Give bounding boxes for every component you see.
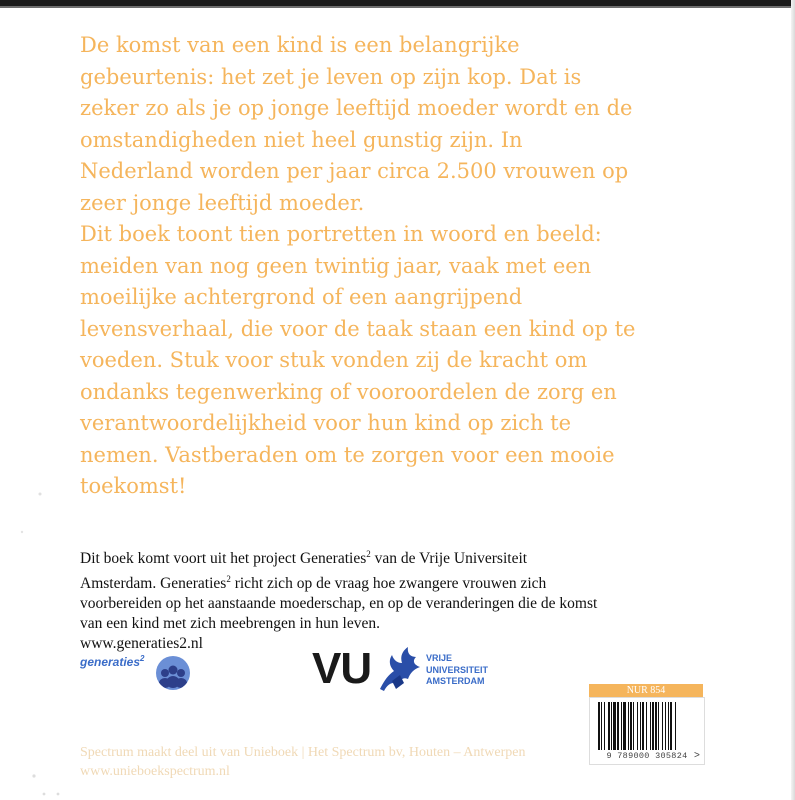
vu-amsterdam-logo	[312, 645, 492, 695]
right-edge	[791, 0, 795, 800]
book-description-paragraph: Dit boek toont tien portretten in woord en beeld: meiden van nog geen twintig jaar, vaak met een moeilijke achtergrond of een aangrijpend levensverhaal, die voor de taak staan een kind op te voeden. Stuk voor stuk vonden zij de kracht om ondanks tegenwerking of vooroordelen de zorg en verantwoordelijkheid voor hun kind op zich te nemen. Vastberaden om te zorgen voor een mooie toekomst!	[80, 222, 636, 498]
generaties-logo-text	[80, 654, 144, 669]
barcode-bar	[617, 702, 619, 750]
griffin-icon	[374, 645, 426, 693]
barcode-bar	[608, 702, 610, 750]
barcode-bar	[633, 702, 634, 750]
nur-label: NUR 854	[589, 684, 703, 697]
barcode-bar	[604, 702, 605, 750]
barcode-bar	[637, 702, 638, 750]
barcode-bar	[630, 702, 632, 750]
barcode-bar	[655, 702, 657, 750]
superscript-2: 2	[366, 549, 371, 559]
isbn-number: 9 789000 305824	[606, 751, 688, 761]
project-text-2: van de Vrije Universiteit Amsterdam. Generaties	[80, 550, 528, 593]
vu-name-line: VRIJE	[426, 653, 453, 663]
vu-name-line: UNIVERSITEIT	[426, 664, 489, 675]
project-paragraph	[80, 544, 600, 654]
chevron-right-icon: >	[694, 750, 700, 761]
barcode-bar	[611, 702, 612, 750]
publisher-url[interactable]: www.unieboekspectrum.nl	[80, 764, 230, 779]
vu-name	[426, 653, 488, 688]
superscript-2: 2	[226, 574, 231, 585]
barcode-bar	[598, 702, 600, 750]
barcode-bars	[598, 702, 696, 750]
project-url[interactable]: www.generaties2.nl	[80, 635, 203, 653]
barcode-bar	[646, 702, 647, 750]
barcode-bar	[652, 702, 654, 750]
barcode-bar	[640, 702, 641, 750]
barcode-bar	[658, 702, 659, 750]
barcode-bar	[650, 702, 651, 750]
speckle-marks	[12, 476, 72, 796]
project-text-3: richt zich op de vraag hoe zwangere vrouwen zich voorbereiden op het aanstaande moederschap, en op de veranderingen die de komst van een kind met zich meebrengen in hun leven.	[80, 575, 598, 633]
barcode-bar	[601, 702, 602, 750]
barcode-bar	[670, 702, 672, 750]
vu-letters: VU	[312, 644, 372, 693]
barcode-bar	[665, 702, 666, 750]
project-text-1: Dit boek komt voort uit het project Generaties	[80, 550, 367, 568]
barcode-bar	[668, 702, 669, 750]
people-circle-icon	[156, 656, 190, 690]
barcode-bar	[623, 702, 626, 750]
barcode-bar	[662, 702, 663, 750]
barcode-bar	[642, 702, 644, 750]
top-edge-shadow	[0, 6, 795, 8]
intro-paragraph: De komst van een kind is een belangrijke gebeurtenis: het zet je leven op zijn kop. Dat is zeker zo als je op jonge leeftijd moeder wordt en de omstandigheden niet heel gunstig zijn. In Nederland worden per jaar circa 2.500 vrouwen op zeer jonge leeftijd moeder.	[80, 33, 633, 215]
barcode-bar	[675, 702, 676, 750]
vu-name-line: AMSTERDAM	[426, 676, 485, 686]
publisher-line: Spectrum maakt deel uit van Unieboek | Het Spectrum bv, Houten – Antwerpen	[80, 745, 526, 760]
generaties-word: generaties	[80, 655, 141, 669]
generaties-logo	[80, 648, 200, 693]
generaties-sup: 2	[140, 654, 145, 663]
barcode-bar	[628, 702, 629, 750]
barcode-bar	[613, 702, 616, 750]
barcode-bar	[621, 702, 622, 750]
